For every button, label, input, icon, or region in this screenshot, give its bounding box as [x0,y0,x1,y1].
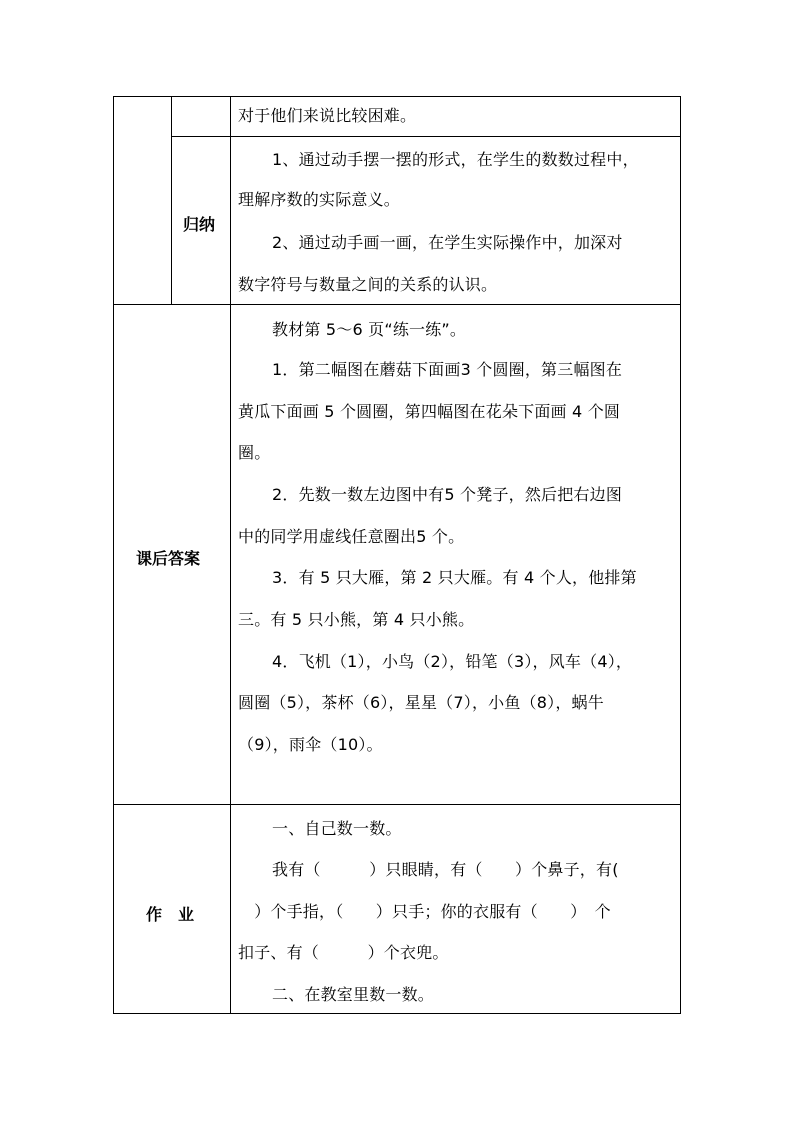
homework-label: 作 业 [146,905,195,924]
answers-line: 圆圈（5），茶杯（6），星星（7），小鱼（8），蜗牛 [238,693,604,712]
summary-line: 1、通过动手摆一摆的形式，在学生的数数过程中， [272,150,639,169]
homework-line: 扣子、有（ ）个衣兜。 [238,943,449,962]
table-border-bottom [113,1013,681,1014]
table-border-left [113,96,114,1014]
answers-line: 2．先数一数左边图中有5 个凳子，然后把右边图 [272,485,623,504]
divider-row-2 [113,304,681,305]
summary-line: 2、通过动手画一画，在学生实际操作中，加深对 [272,233,623,252]
answers-line: 1．第二幅图在蘑菇下面画3 个圆圈，第三幅图在 [272,360,623,379]
table-border-right [680,96,681,1014]
answers-line: 黄瓜下面画 5 个圆圈，第四幅图在花朵下面画 4 个圆 [238,402,621,421]
divider-inner-col [171,96,172,304]
summary-line: 数字符号与数量之间的关系的认识。 [238,275,498,294]
answers-line: 三。有 5 只小熊，第 4 只小熊。 [238,610,475,629]
summary-label: 归纳 [183,215,216,234]
divider-main-col [230,96,231,1014]
answers-line: 3．有 5 只大雁，第 2 只大雁。有 4 个人，他排第 [272,568,637,587]
answers-label: 课后答案 [136,549,201,568]
divider-row-1 [171,136,681,137]
answers-line: 4．飞机（1），小鸟（2），铅笔（3），风车（4）， [272,652,633,671]
divider-row-3 [113,804,681,805]
homework-line: ）个手指，（ ）只手；你的衣服有（ ） 个 [238,902,611,921]
answers-line: 中的同学用虚线任意圈出5 个。 [238,527,465,546]
continued-text: 对于他们来说比较困难。 [238,106,417,125]
homework-line: 一、自己数一数。 [272,819,402,838]
answers-line: （9），雨伞（10）。 [238,735,383,754]
answers-line: 教材第 5～6 页“练一练”。 [272,320,467,339]
summary-line: 理解序数的实际意义。 [238,190,401,209]
table-border-top [113,96,681,97]
homework-line: 二、在教室里数一数。 [272,985,435,1004]
answers-line: 圈。 [238,443,271,462]
homework-line: 我有（ ）只眼睛，有（ ）个鼻子，有( [272,860,619,879]
